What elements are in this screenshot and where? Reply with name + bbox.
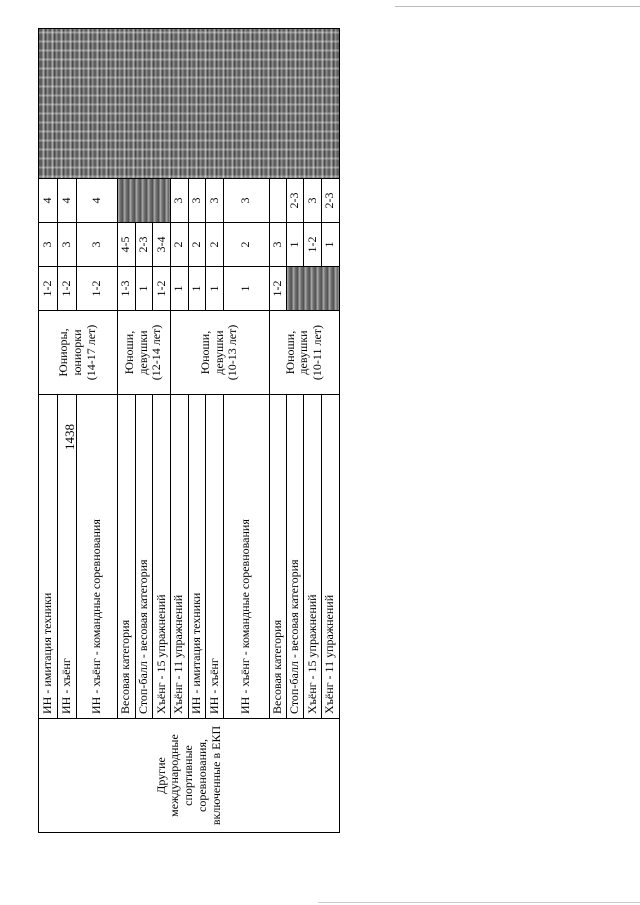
value-cell: 3 <box>304 179 321 223</box>
value-cell: 2 <box>206 223 223 267</box>
discipline-cell: Весовая категория <box>269 395 286 719</box>
value-cell: 1-2 <box>39 267 58 311</box>
value-cell: 4 <box>76 179 117 223</box>
value-cell: 2-3 <box>321 179 339 223</box>
discipline-cell: ИН - имитация техники <box>39 395 58 719</box>
discipline-cell: Хъёнг - 15 упражнений <box>304 395 321 719</box>
value-cell: 3 <box>269 223 286 267</box>
value-cell: 1 <box>321 223 339 267</box>
shaded-cell <box>39 29 340 179</box>
value-cell: 1-2 <box>153 267 170 311</box>
value-cell <box>269 179 286 223</box>
competition-table <box>38 28 340 833</box>
value-cell: 4-5 <box>117 223 135 267</box>
value-cell: 1 <box>206 267 223 311</box>
discipline-cell: Весовая категория <box>117 395 135 719</box>
top-rule <box>395 6 640 7</box>
discipline-cell: ИН - хъёнг - командные соревнования <box>223 395 269 719</box>
value-cell: 2-3 <box>135 223 152 267</box>
value-cell: 3-4 <box>153 223 170 267</box>
discipline-cell: Хъёнг - 15 упражнений <box>153 395 170 719</box>
value-cell: 2 <box>223 223 269 267</box>
discipline-cell: ИН - хъёнг - командные соревнования <box>76 395 117 719</box>
value-cell: 2-3 <box>286 179 303 223</box>
value-cell: 3 <box>39 223 58 267</box>
value-cell: 1 <box>170 267 188 311</box>
value-cell: 2 <box>188 223 205 267</box>
value-cell: 1 <box>223 267 269 311</box>
value-cell: 1 <box>135 267 152 311</box>
discipline-cell: Стоп-балл - весовая категория <box>135 395 152 719</box>
category-cell: Другие международные спортивные соревнования, включенные в ЕКП <box>39 719 340 833</box>
discipline-cell: Стоп-балл - весовая категория <box>286 395 303 719</box>
value-cell: 1-2 <box>76 267 117 311</box>
age-cell: Юноши, девушки (10-13 лет) <box>170 311 269 395</box>
value-cell: 3 <box>223 179 269 223</box>
discipline-cell: ИН - имитация техники <box>188 395 205 719</box>
discipline-cell: Хъёнг - 11 упражнений <box>321 395 339 719</box>
value-cell: 3 <box>76 223 117 267</box>
value-cell: 1-2 <box>58 267 76 311</box>
value-cell: 4 <box>39 179 58 223</box>
value-cell <box>117 179 170 223</box>
value-cell: 1 <box>286 223 303 267</box>
page-number: 1438 <box>62 424 77 450</box>
value-cell: 1-3 <box>117 267 135 311</box>
age-cell: Юниоры, юниорки (14-17 лет) <box>39 311 118 395</box>
value-cell: 3 <box>188 179 205 223</box>
value-cell: 4 <box>58 179 76 223</box>
discipline-cell: Хъёнг - 11 упражнений <box>170 395 188 719</box>
value-cell <box>286 267 339 311</box>
value-cell: 3 <box>170 179 188 223</box>
value-cell: 3 <box>58 223 76 267</box>
bottom-rule <box>318 902 640 903</box>
rotated-sheet <box>38 83 340 833</box>
value-cell: 3 <box>206 179 223 223</box>
discipline-cell: ИН - хъёнг <box>58 395 76 719</box>
age-cell: Юноши, девушки (10-11 лет) <box>269 311 339 395</box>
table-row <box>39 29 58 833</box>
age-cell: Юноши, девушки (12-14 лет) <box>117 311 170 395</box>
discipline-cell: ИН - хъёнг <box>206 395 223 719</box>
value-cell: 1-2 <box>304 223 321 267</box>
value-cell: 1 <box>188 267 205 311</box>
value-cell: 2 <box>170 223 188 267</box>
value-cell: 1-2 <box>269 267 286 311</box>
